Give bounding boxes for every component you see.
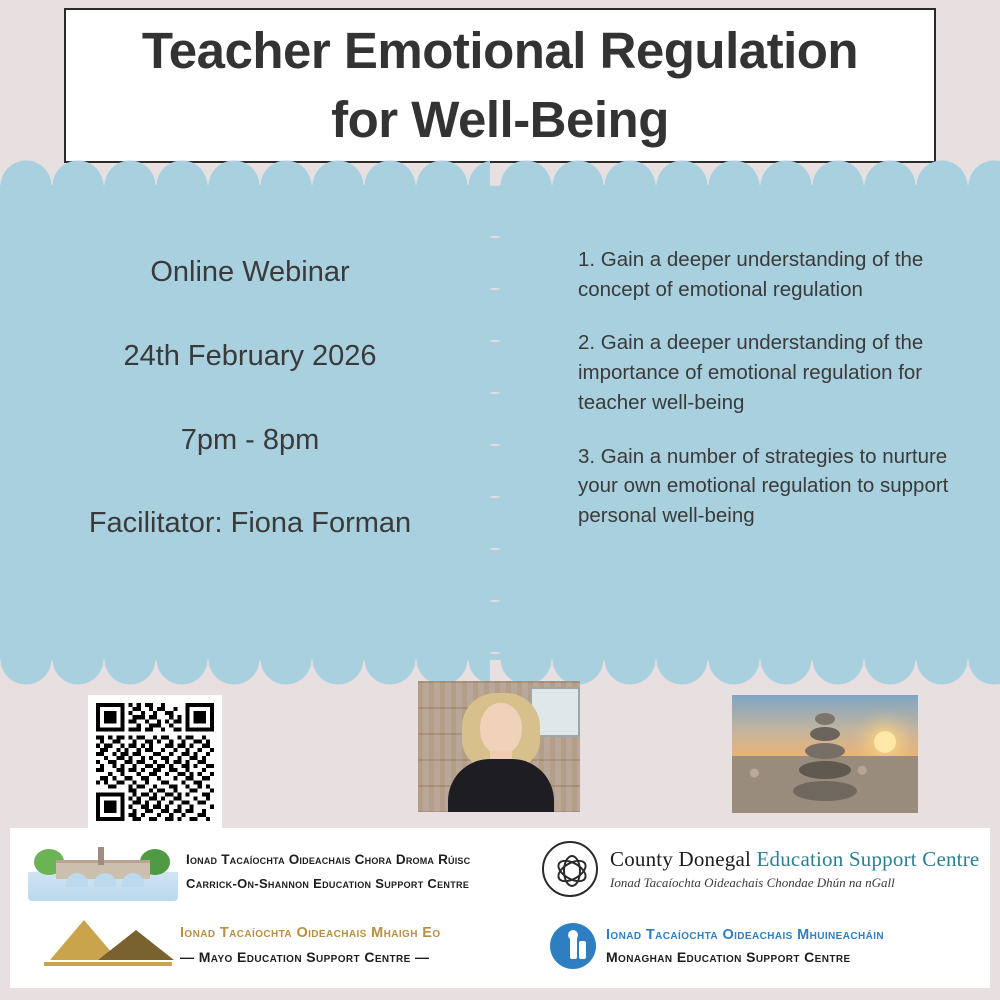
- learning-objectives: [578, 245, 970, 531]
- sponsor-logos-panel: [10, 828, 990, 988]
- people-icon: [550, 923, 596, 969]
- scallop-edge-bottom: [0, 659, 490, 685]
- logo-carrick-text: [186, 852, 470, 891]
- page-title-line-2: for Well-Being: [331, 90, 669, 148]
- trinity-knot-icon: [542, 841, 598, 897]
- logo-mayo-text: [180, 925, 441, 965]
- mountain-peak: [98, 930, 174, 960]
- logo-monaghan: [550, 916, 990, 976]
- mountain-base: [44, 962, 172, 966]
- logo-monaghan-english: Monaghan Education Support Centre: [606, 949, 851, 965]
- qr-code[interactable]: [88, 695, 222, 829]
- event-facilitator: Facilitator: Fiona Forman: [88, 507, 412, 540]
- logo-donegal-irish: Ionad Tacaíochta Oideachais Chondae Dhún na nGall: [610, 875, 895, 890]
- page-title-line-1: Teacher Emotional Regulation: [141, 21, 859, 79]
- mountain-icon: [44, 918, 174, 972]
- objective-item: 2. Gain a deeper understanding of the importance of emotional regulation for teacher well-being: [578, 331, 924, 414]
- logo-monaghan-irish: Ionad Tacaíochta Oideachais Mhuineacháin: [606, 927, 885, 943]
- scallop-edge-top-2: [500, 160, 1000, 186]
- logo-county-donegal: [542, 836, 988, 902]
- qr-code-image: [96, 703, 214, 821]
- bridge-tower: [98, 847, 104, 865]
- stone-4: [799, 761, 851, 779]
- event-date: 24th February 2026: [123, 339, 377, 372]
- person-body: [579, 941, 586, 959]
- stone-stack: [790, 713, 860, 805]
- logo-carrick-english: Carrick-On-Shannon Education Support Centre: [186, 875, 470, 891]
- logo-donegal-english-2: Education Support Centre: [756, 847, 980, 871]
- logo-carrick-irish: Ionad Tacaíochta Oideachais Chora Droma Rúisc: [186, 851, 471, 867]
- face-shape: [480, 703, 522, 755]
- balanced-stones-photo: [732, 695, 918, 813]
- logo-donegal-english: [610, 847, 979, 872]
- event-details: [0, 255, 500, 541]
- poster-title-box: [64, 8, 936, 163]
- person-body: [570, 935, 577, 959]
- stone-3: [805, 743, 845, 759]
- stone-5: [793, 781, 857, 801]
- logo-mayo-english: — Mayo Education Support Centre —: [180, 949, 430, 965]
- event-time: 7pm - 8pm: [180, 423, 320, 456]
- logo-mayo: [44, 914, 534, 976]
- stone-1: [815, 713, 835, 725]
- stone-2: [810, 727, 840, 741]
- objective-item: 3. Gain a number of strategies to nurture your own emotional regulation to support personal well-being: [578, 444, 949, 528]
- logo-monaghan-text: [606, 927, 884, 965]
- facilitator-photo: [418, 681, 580, 812]
- objective-item: 1. Gain a deeper understanding of the concept of emotional regulation: [578, 248, 924, 301]
- logo-donegal-text: [610, 847, 979, 891]
- logo-donegal-english-1: County Donegal: [610, 847, 752, 871]
- logo-carrick-on-shannon: [28, 838, 528, 904]
- event-format: Online Webinar: [150, 256, 350, 288]
- scallop-edge-top: [0, 160, 490, 186]
- logo-mayo-irish: Ionad Tacaíochta Oideachais Mhaigh Eo: [180, 925, 441, 941]
- bridge-icon: [28, 841, 178, 901]
- sun-icon: [874, 731, 896, 753]
